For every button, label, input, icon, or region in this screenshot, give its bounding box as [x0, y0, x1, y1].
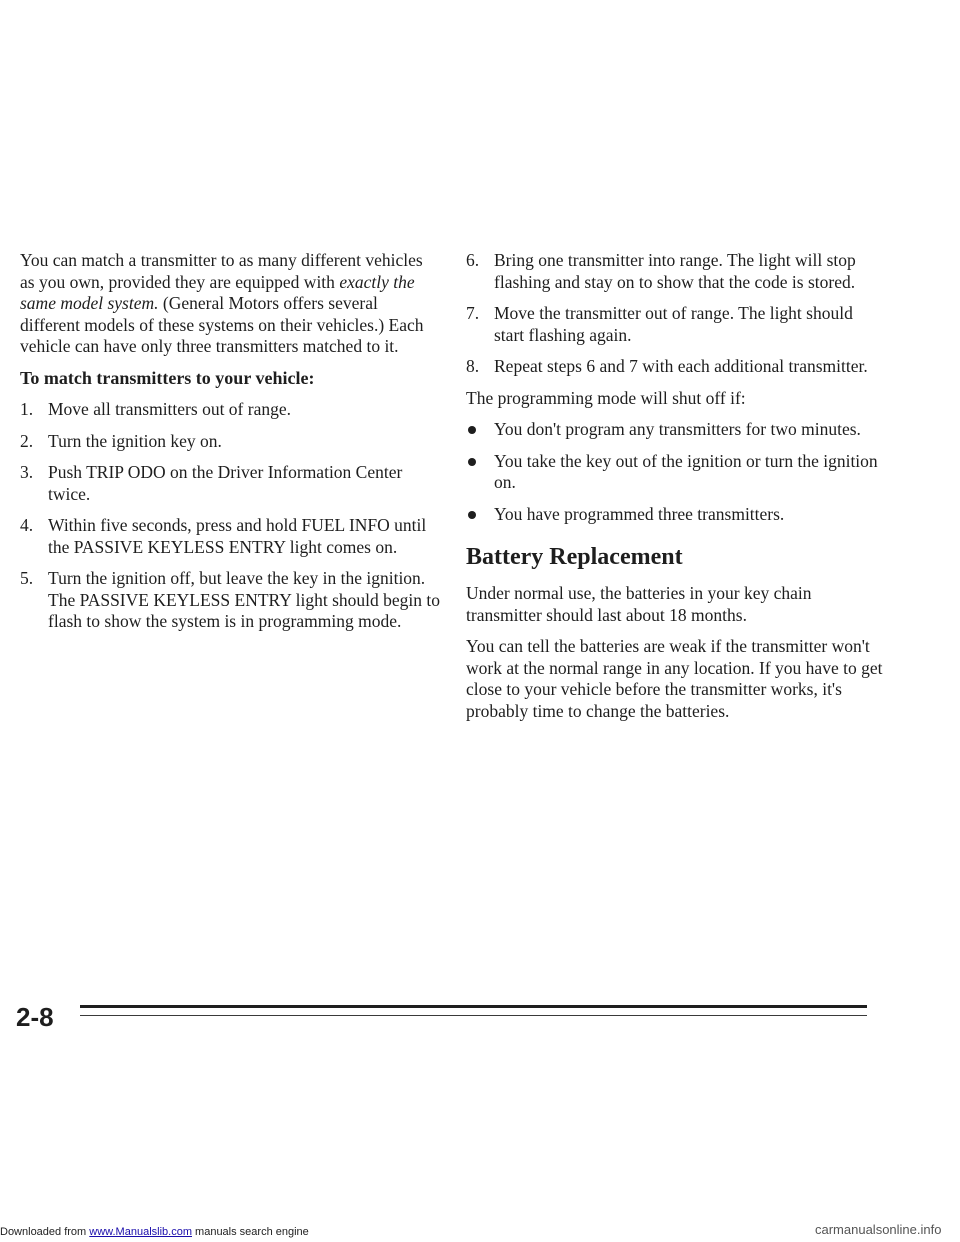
step-number: 3.: [20, 462, 34, 482]
bullet-text: You have programmed three transmitters.: [494, 503, 785, 524]
footer-prefix: Downloaded from: [0, 1226, 90, 1238]
intro-text-2: (General Motors offers several different models of these systems on their vehicles.) Each vehicle can have only three transmitters matched to it.: [20, 293, 424, 356]
steps-list-left: [20, 399, 440, 633]
step-item: [20, 431, 440, 453]
footer-rule-thick: [80, 1005, 867, 1008]
footer-rule-thin: [80, 1015, 867, 1016]
battery-replacement-heading: Battery Replacement: [466, 544, 683, 570]
step-text: Push TRIP ODO on the Driver Information Center twice.: [48, 462, 403, 504]
step-text: Repeat steps 6 and 7 with each additional transmitter.: [494, 356, 868, 376]
intro-paragraph: [20, 250, 440, 358]
step-text: Move all transmitters out of range.: [48, 399, 291, 419]
shutoff-intro: The programming mode will shut off if:: [466, 387, 746, 408]
step-item: [20, 462, 440, 505]
step-text: Turn the ignition off, but leave the key in the ignition. The PASSIVE KEYLESS ENTRY light should begin to flash to show the system is in programming mode.: [48, 568, 440, 631]
download-footer: [0, 1226, 309, 1238]
bullet-item: [466, 504, 886, 526]
bullet-item: [466, 451, 886, 494]
battery-paragraph: Under normal use, the batteries in your key chain transmitter should last about 18 months.: [466, 583, 812, 625]
step-number: 2.: [20, 430, 34, 451]
step-text: Bring one transmitter into range. The light will stop flashing and stay on to show that the code is stored.: [494, 250, 856, 292]
bullet-item: [466, 419, 886, 441]
bullet-icon: [468, 511, 476, 519]
bullet-icon: [468, 426, 476, 434]
step-number: 8.: [466, 356, 480, 376]
footer-suffix: manuals search engine: [191, 1226, 309, 1238]
step-number: 4.: [20, 515, 34, 535]
intro-text-1: You can match a transmitter to as many different vehicles as you own, provided they are equipped with: [20, 250, 423, 292]
step-number: 7.: [466, 303, 480, 323]
step-item: [20, 515, 440, 558]
left-column: [20, 250, 440, 643]
step-number: 5.: [20, 568, 34, 588]
step-number: 1.: [20, 399, 34, 419]
step-item: [20, 399, 440, 421]
intro-emphasis: exactly the same model system.: [20, 271, 415, 313]
shutoff-bullet-list: [466, 419, 886, 525]
bullet-icon: [468, 458, 476, 466]
step-item: [20, 568, 440, 633]
watermark-text: carmanualsonline.info: [815, 1222, 942, 1237]
step-item: [466, 250, 886, 293]
step-text: Within five seconds, press and hold FUEL INFO until the PASSIVE KEYLESS ENTRY light comes on.: [48, 515, 427, 557]
step-text: Turn the ignition key on.: [48, 430, 222, 451]
match-transmitters-heading: To match transmitters to your vehicle:: [20, 367, 315, 388]
manualslib-link[interactable]: www.Manualslib.com: [89, 1226, 192, 1238]
page-number: 2-8: [16, 1002, 54, 1032]
step-item: [466, 303, 886, 346]
battery-paragraph: You can tell the batteries are weak if the transmitter won't work at the normal range in any location. If you have to get close to your vehicle before the transmitter works, it's probably time to change the batteries.: [466, 636, 883, 721]
bullet-text: You don't program any transmitters for two minutes.: [494, 419, 861, 439]
step-number: 6.: [466, 250, 480, 270]
step-text: Move the transmitter out of range. The light should start flashing again.: [494, 303, 853, 345]
bullet-text: You take the key out of the ignition or turn the ignition on.: [494, 450, 878, 492]
step-item: [466, 356, 886, 378]
right-column: [466, 250, 886, 732]
steps-list-right: [466, 250, 886, 378]
